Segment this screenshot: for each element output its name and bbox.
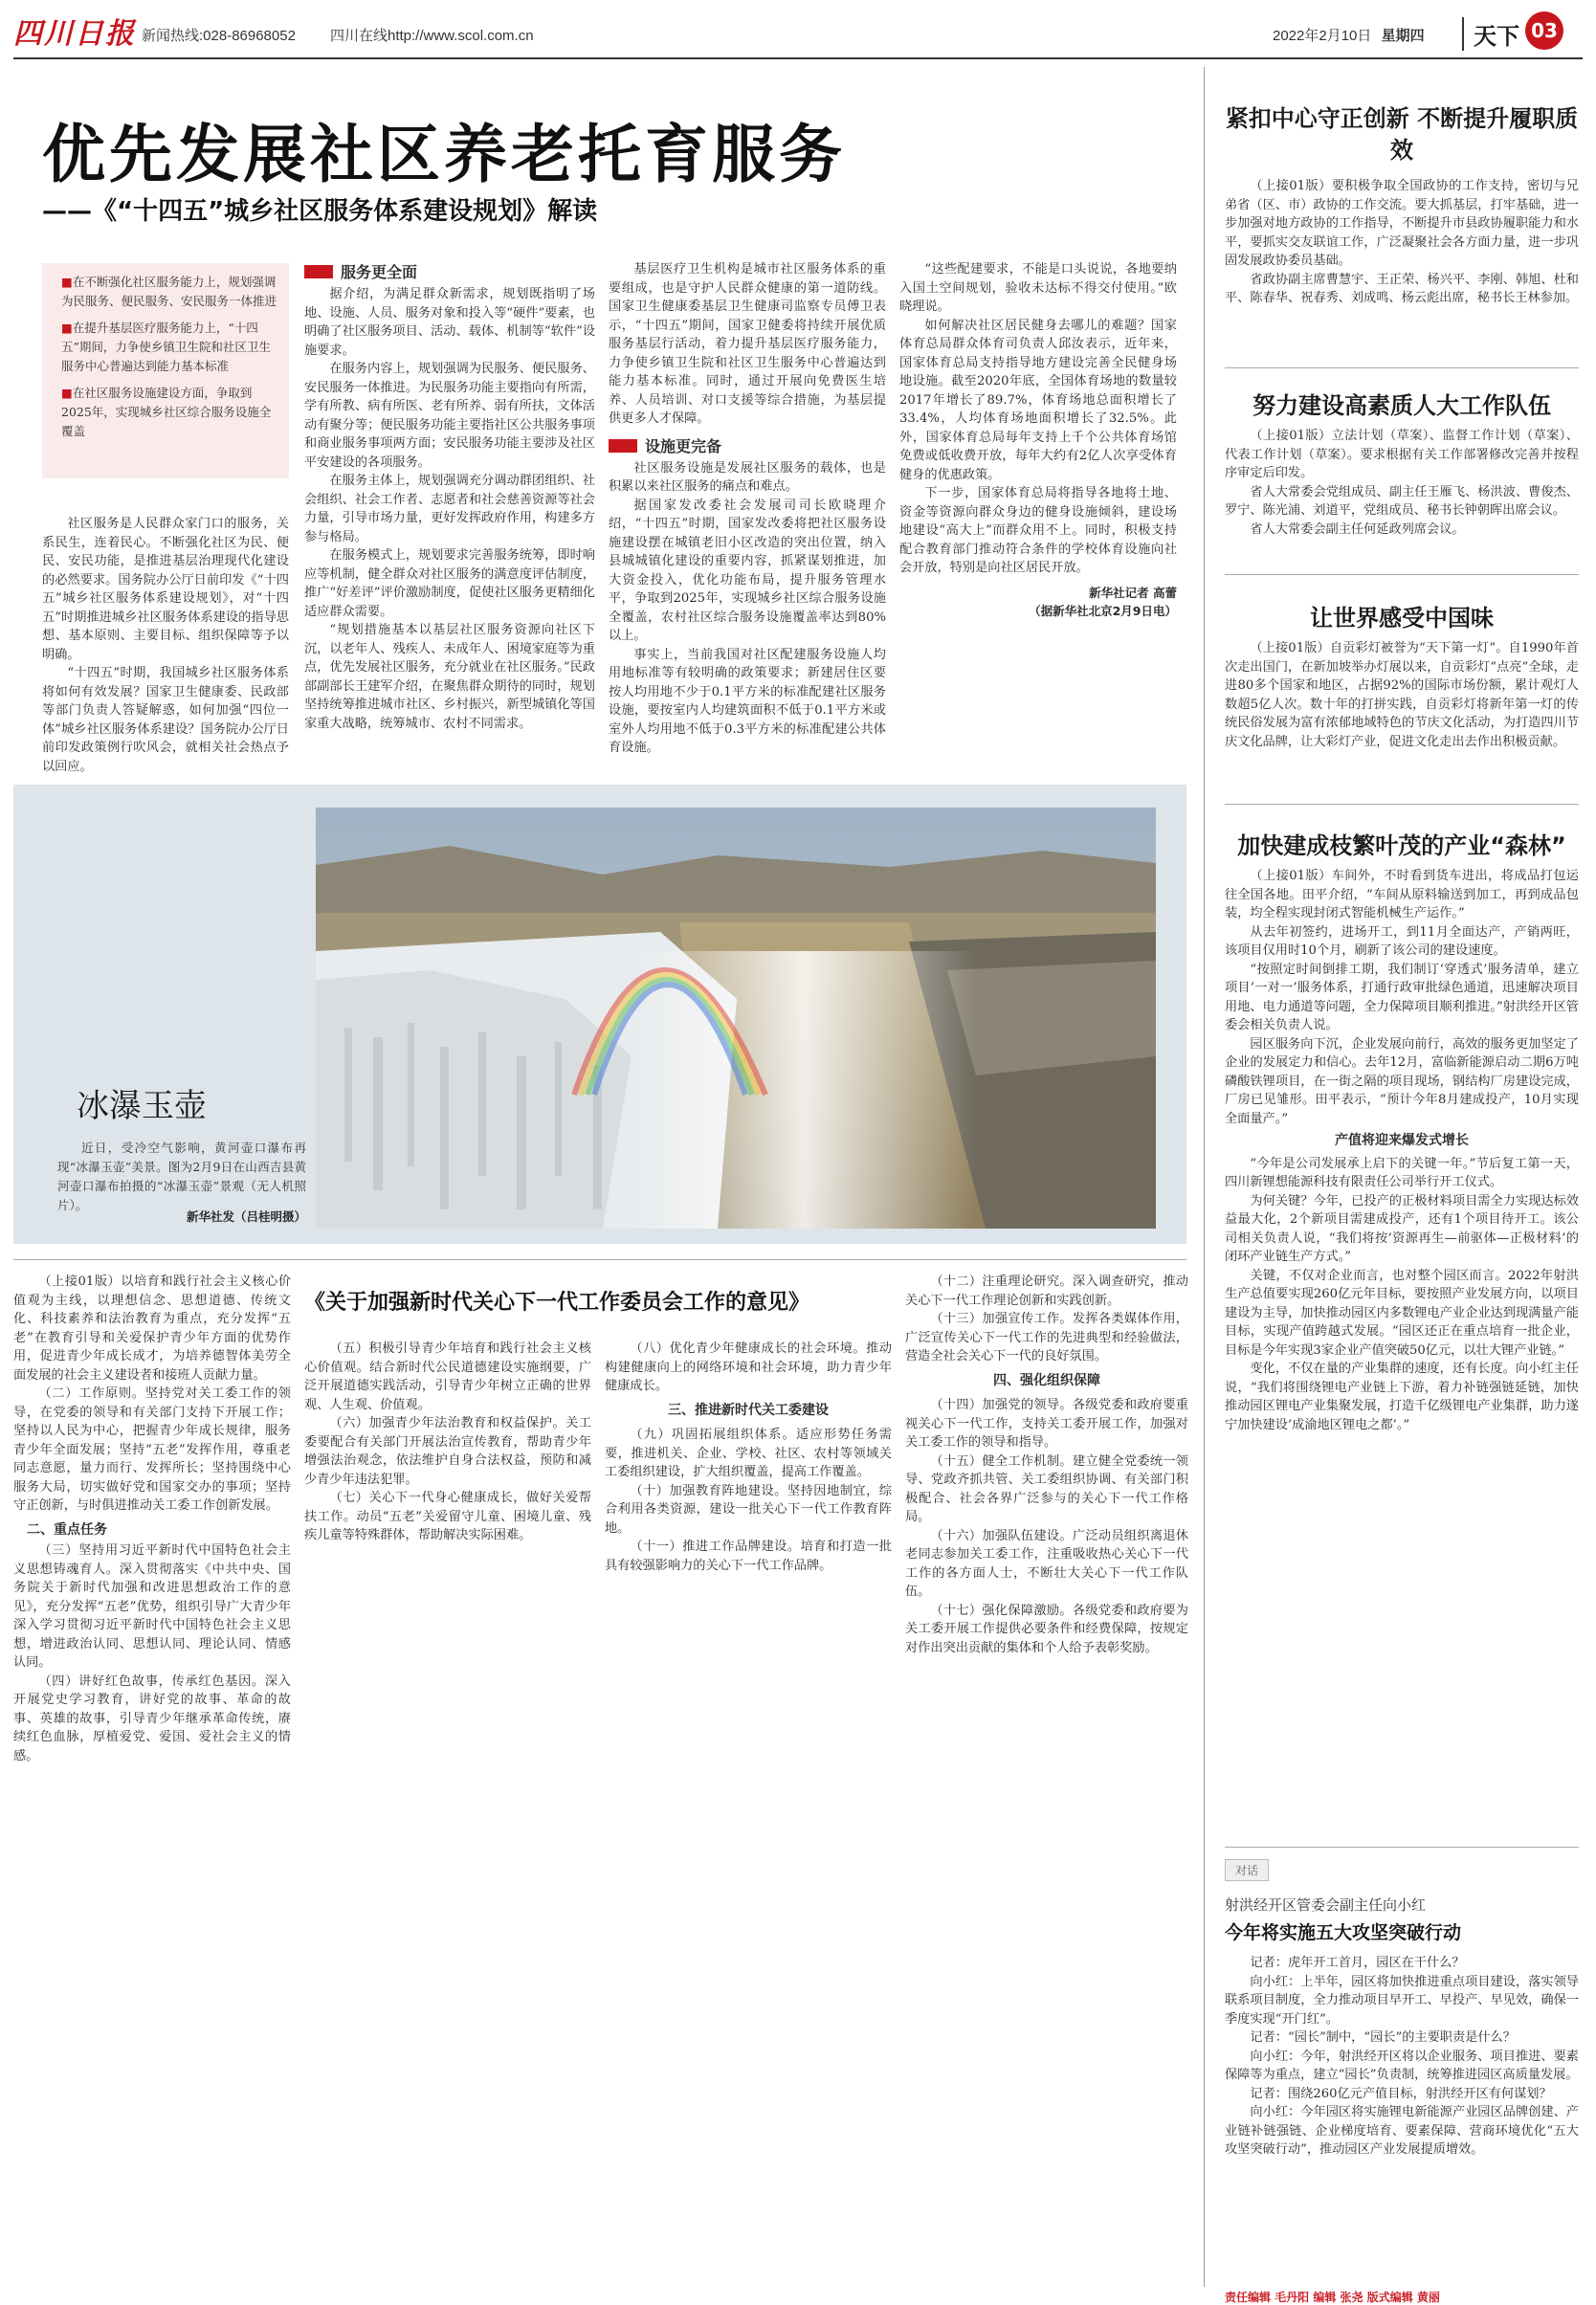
photo-credit: 新华社发（吕桂明摄） [186,1209,306,1224]
summary-box [42,263,289,478]
sidebar-rule [1225,367,1579,368]
sidebar-divider [1204,67,1205,2287]
sidebar-article-body: （上接01版）要积极争取全国政协的工作支持，密切与兄弟省（区、市）政协的工作交流。要大抓基层，打牢基础，进一步加强对地方政协的工作指导，不断提升市县政协履职能力和水平，要抓实交友联谊工作，广泛凝聚社会各方面力量，进一步巩固发展政协委员基础。 省政协副主席曹慧宇、王正荣、杨兴平、李刚、韩旭、杜和平、陈春华、祝春秀、刘成鸣、杨云彪出席，秘书长王林参加。 [1225,179,1579,305]
subheading: 三、推进新时代关工委建设 [668,1402,829,1418]
sidebar-rule [1225,804,1579,805]
lead-title: 优先发展社区养老托育服务 [42,118,846,191]
section-heading: 设施更完备 [645,436,722,455]
summary-item: ■在不断强化社区服务能力上，规划强调为民服务、便民服务、安民服务一体推进 [61,275,277,308]
masthead-logo: 四川日报 [13,17,136,51]
photo-bottom-rule [13,1259,1186,1260]
website: 四川在线http://www.scol.com.cn [330,28,534,44]
issue-date: 2022年2月10日 [1273,28,1372,44]
section-marker [304,265,333,278]
footer-staff: 责任编辑 毛丹阳 编辑 张尧 版式编辑 黄丽 [1225,2291,1440,2304]
subheading: 二、重点任务 [27,1521,107,1538]
dialogue-box: 对话 射洪经开区管委会副主任向小红 今年将实施五大攻坚突破行动 记者：虎年开工首月，园区在干什么？ 向小红：上半年，园区将加快推进重点项目建设，落实领导联系项目制度，全力推动项目早开工、早投产、早见效，确保一季度实现“开门红”。 记者：“园长”制中，“园长”的主要职责是什么？ 向小红：今年，射洪经开区将以企业服务、项目推进、要素保障等为重点，建立“园长”负责制，统筹推进园区高质量发展。 记者：围绕260亿元产值目标，射洪经开区有何谋划？ 向小红：今年园区将实施锂电新能源产业园区品牌创建、产业链补链强链、企业梯度培育、要素保障、营商环境优化“五大攻坚突破行动”，推动园区产业发展提质增效。 [1225,1847,1579,2289]
hotline: 新闻热线:028-86968052 [142,28,296,44]
section-name: 天下 [1462,17,1519,51]
section-marker [609,439,637,453]
sidebar-headline: 让世界感受中国味 [1310,605,1494,632]
dialogue-tag: 对话 [1225,1859,1269,1881]
lead-intro: 社区服务是人民群众家门口的服务，关系民生，连着民心。不断强化社区为民、便民、安民功能，是推进基层治理现代化建设的必然要求。国务院办公厅日前印发《“十四五”城乡社区服务体系建设规划》，对“十四五”时期推进城乡社区服务体系建设的指导思想、基本原则、主要目标、组织保障等予以明确。 “十四五”时期，我国城乡社区服务体系将如何有效发展？国家卫生健康委、民政部等部门负责人答疑解惑，如何加强“四位一体”城乡社区服务体系建设？国务院办公厅日前印发政策例行吹风会，就相关社会热点予以回应。 [42,517,289,774]
sidebar-rule [1225,574,1579,575]
sidebar-headline: 紧扣中心守正创新 不断提升履职质效 [1225,105,1579,164]
sidebar-headline: 努力建设高素质人大工作队伍 [1252,392,1551,419]
section-heading: 服务更全面 [341,263,418,281]
summary-item: ■在社区服务设施建设方面，争取到2025年，实现城乡社区综合服务设施全覆盖 [61,386,272,438]
sidebar-article-body: （上接01版）自贡彩灯被誉为“天下第一灯”。自1990年首次走出国门，在新加坡举办灯展以来，自贡彩灯“点亮”全球，走进80多个国家和地区，占据92%的国际市场份额，累计观灯人数超5亿人次。数十年的打拼实践，自贡彩灯将新年第一灯的传统民俗发展为富有浓郁地域特色的节庆文化活动，为打造四川节庆文化品牌，让大彩灯产业，促进文化走出去作出积极贡献。 [1225,641,1579,749]
opinion-column-4: （十二）注重理论研究。深入调查研究，推动关心下一代工作理论创新和实践创新。 （十三）加强宣传工作。发挥各类媒体作用，广泛宣传关心下一代工作的先进典型和经验做法，营造全社会关心下一代的良好氛围。 四、强化组织保障 （十四）加强党的领导。各级党委和政府要重视关心下一代工作，支持关工委开展工作，加强对关工委工作的领导和指导。 （十五）健全工作机制。建立健全党委统一领导、党政齐抓共管、关工委组织协调、有关部门积极配合、社会各界广泛参与的关心下一代工作格局。 （十六）加强队伍建设。广泛动员组织离退休老同志参加关工委工作，注重吸收热心关心下一代工作的各方面人士，不断壮大关心下一代工作队伍。 （十七）强化保障激励。各级党委和政府要为关工委开展工作提供必要条件和经费保障，按规定对作出突出贡献的集体和个人给予表彰奖励。 [905,1274,1188,1655]
opinion-column-3: （八）优化青少年健康成长的社会环境。推动构建健康向上的网络环境和社会环境，助力青少年健康成长。 三、推进新时代关工委建设 （九）巩固拓展组织体系。适应形势任务需要，推进机关、企业、学校、社区、农村等领域关工委组织建设，扩大组织覆盖，提高工作覆盖。 （十）加强教育阵地建设。坚持因地制宜，综合利用各类资源，建设一批关心下一代工作教育阵地。 （十一）推进工作品牌建设。培育和打造一批具有较强影响力的关心下一代工作品牌。 [605,1341,892,1573]
lead-column-3: 基层医疗卫生机构是城市社区服务体系的重要组成，也是守护人民群众健康的第一道防线。国家卫生健康委基层卫生健康司监察专员傅卫表示，“十四五”期间，国家卫健委将持续开展优质服务基层行活动，着力提升基层医疗服务能力，力争使乡镇卫生院和社区卫生服务中心普遍达到能力基本标准。同时，通过开展向免费医生培养、人员培训、对口支援等综合措施，为基层提供更多人才保障。 设施更完备 社区服务设施是发展社区服务的载体，也是积累以来社区服务的痛点和难点。 据国家发改委社会发展司司长欧晓理介绍，“十四五”时期，国家发改委将把社区服务设施建设摆在城镇老旧小区改造的突出位置，纳入县城城镇化建设的重要内容，抓紧谋划推进，加大资金投入，优化功能布局，提升服务管理水平，争取到2025年，实现城乡社区综合服务设施全覆盖，农村社区综合服务设施覆盖率达到80%以上。 事实上，当前我国对社区配建服务设施人均用地标准等有较明确的政策要求；新建居住区要按人均用地不少于0.1平方米的标准配建社区服务设施，要按室内人均建筑面积不低于0.1平方米或室外人均用地不低于0.3平方米的标准配建公共体育设施。 [609,262,886,755]
byline: 新华社记者 高蕾 [1089,585,1177,600]
photo-title: 冰瀑玉壶 [77,1087,207,1125]
sidebar-article-body: （上接01版）车间外，不时看到货车进出，将成品打包运往全国各地。田平介绍，“车间从原料输送到加工，再到成品包装，均全程实现封闭式智能机械生产运作。” 从去年初签约，进场开工，到11月全面达产，产销两旺，该项目仅用时10个月，刷新了该公司的建设速度。 “按照定时间倒排工期，我们制订‘穿透式’服务清单，建立项目‘一对一’服务体系，打通行政审批绿色通道，迅速解决项目用地、电力通道等问题，全力保障项目顺利推进。”射洪经开区管委会相关负责人说。 园区服务向下沉，企业发展向前行，高效的服务更加坚定了企业的发展定力和信心。去年12月，富临新能源启动二期6万吨磷酸铁锂项目，在一街之隔的项目现场，钢结构厂房建设完成，厂房已见雏形。田平表示，“预计今年8月建成投产，10月实现全面量产。” 产值将迎来爆发式增长 “今年是公司发展承上启下的关键一年。”节后复工第一天，四川新锂想能源科技有限责任公司举行开工仪式。 为何关键？今年，已投产的正极材料项目需全力实现达标效益最大化，2个新项目需建成投产，还有1个项目待开工。该公司相关负责人说，“我们将按‘资源再生—前驱体—正极材料’的闭环产业链生产方式。” 关键，不仅对企业而言，也对整个园区而言。2022年射洪生产总值要实现260亿元年目标，要按照产业发展方向，以项目建设为主导，加快推动园区内多数锂电产业企业达到现满量产能目标，实现产值跨越式发展。“园区还正在重点培育一批企业，目标是今年实现3家企业产值突破50亿元，以壮大锂产业链。” 变化，不仅在量的产业集群的速度，还有长度。向小红主任说，“我们将围绕锂电产业链上下游，着力补链强链延链，加快推动园区锂电产业集聚发展，打造千亿级锂电产业集群，助力遂宁加快建设‘成渝地区锂电之都’。” [1225,869,1579,1432]
summary-item: ■在提升基层医疗服务能力上，“十四五”期间，力争使乡镇卫生院和社区卫生服务中心普遍达到能力基本标准 [61,321,271,373]
subheading: 产值将迎来爆发式增长 [1335,1133,1469,1148]
sidebar-headline: 加快建成枝繁叶茂的产业“森林” [1237,832,1566,859]
lead-column-4: “这些配建要求，不能是口头说说，各地要纳入国土空间规划，验收未达标不得交付使用。”欧晓理说。 如何解决社区居民健身去哪儿的难题？国家体育总局群众体育司负责人邱汝表示，近年来，国家体育总局支持指导地方建设完善全民健身场地设施。截至2020年底，全国体育场地的数量较2017年增长了89.7%，体育场地总面积增长了33.4%，人均体育场地面积增长了32.5%。此外，国家体育总局每年支持上千个公共体育场馆免费或低收费开放，每年大约有2亿人次享受体育健身的优惠政策。 下一步，国家体育总局将指导各地将土地、资金等资源向群众身边的健身设施倾斜，建设场地建设“高大上”而群众用不上。同时，积极支持配合教育部门推动符合条件的学校体育设施向社会开放，特别是向社区居民开放。 新华社记者 高蕾 （据新华社北京2月9日电） [899,260,1177,758]
subheading: 四、强化组织保障 [993,1372,1100,1388]
dateline: （据新华社北京2月9日电） [1029,604,1177,618]
waterfall-photo [316,808,1156,1229]
dialogue-title: 今年将实施五大攻坚突破行动 [1225,1922,1462,1943]
photo-caption: 近日，受冷空气影响，黄河壶口瀑布再现“冰瀑玉壶”美景。图为2月9日在山西吉县黄河壶口瀑布拍摄的“冰瀑玉壶”景观（无人机照片）。 [57,1141,306,1212]
sidebar-article-body: （上接01版）立法计划（草案）、监督工作计划（草案）、代表工作计划（草案）。要求根据有关工作部署修改完善并按程序审定后印发。 省人大常委会党组成员、副主任王雁飞、杨洪波、曹俊杰、罗宁、陈光浦、刘道平，党组成员、秘书长钟朝晖出席会议。 省人大常委会副主任何延政列席会议。 [1225,429,1579,537]
opinion-title: 《关于加强新时代关心下一代工作委员会工作的意见》 [304,1291,810,1315]
opinion-column-2: （五）积极引导青少年培育和践行社会主义核心价值观。结合新时代公民道德建设实施纲要，广泛开展道德实践活动，引导青少年树立正确的世界观、人生观、价值观。 （六）加强青少年法治教育和权益保护。关工委要配合有关部门开展法治宣传教育，帮助青少年增强法治观念，依法维护自身合法权益，预防和减少青少年违法犯罪。 （七）关心下一代身心健康成长，做好关爱帮扶工作。动员“五老”关爱留守儿童、困境儿童、残疾儿童等特殊群体，帮助解决实际困难。 [304,1341,591,1542]
lead-column-2: 服务更全面 据介绍，为满足群众新需求，规划既指明了场地、设施、人员、服务对象和投入等“硬件”要素，也明确了社区服务项目、活动、载体、机制等“软件”设施要求。 在服务内容上，规划强调为民服务、便民服务、安民服务一体推进。为民服务功能主要指向有所需，学有所教、病有所医、老有所养、弱有所扶，文体活动有聚分等；便民服务功能主要指社区公共服务事项和商业服务事项两方面；安民服务功能主要涉及社区平安建设的各项服务。 在服务主体上，规划强调充分调动群团组织、社会组织、社会工作者、志愿者和社会慈善资源等社会力量，引导市场力量，更好发挥政府作用，构建多方参与格局。 在服务模式上，规划要求完善服务统筹，即时响应等机制，健全群众对社区服务的满意度评估制度，推广“好差评”评价激励制度，促使社区服务更精细化适应群众需要。 “规划措施基本以基层社区服务资源向社区下沉，以老年人、残疾人、未成年人、困境家庭等为重点，优先发展社区服务，充分就业在社区服务。”民政部副部长王建军介绍，在聚焦群众期待的同时，规划坚持统筹推进城市社区、乡村振兴，新型城镇化等国家重大战略，统筹城市、农村不同需求。 [304,263,595,731]
issue-weekday: 星期四 [1381,28,1425,44]
page-number-badge: 03 [1525,11,1563,50]
header-rule [13,57,1583,59]
lead-subtitle: ——《“十四五”城乡社区服务体系建设规划》解读 [42,197,598,226]
opinion-column-1: （上接01版）以培育和践行社会主义核心价值观为主线，以理想信念、思想道德、传统文化、科技素养和法治教育为重点，充分发挥“五老”在教育引导和关爱保护青少年方面的优势作用，促进青少年成长成才，为培养德智体美劳全面发展的社会主义建设者和接班人贡献力量。 （二）工作原则。坚持党对关工委工作的领导，在党委的领导和有关部门支持下开展工作；坚持以人民为中心，把握青少年成长规律，服务青少年全面发展；坚持“五老”发挥作用，尊重老同志意愿，量力而行、发挥所长；坚持围绕中心服务大局，切实做好党和国家交办的事项；坚持守正创新，与时俱进推动关工委工作创新发展。 二、重点任务 （三）坚持用习近平新时代中国特色社会主义思想铸魂育人。深入贯彻落实《中共中央、国务院关于新时代加强和改进思想政治工作的意见》，充分发挥“五老”优势，组织引导广大青少年深入学习贯彻习近平新时代中国特色社会主义思想，增进政治认同、思想认同、理论认同、情感认同。 （四）讲好红色故事，传承红色基因。深入开展党史学习教育，讲好党的故事、革命的故事、英雄的故事，引导青少年继承革命传统，赓续红色血脉，厚植爱党、爱国、爱社会主义的情感。 [13,1274,291,1763]
dialogue-kicker: 射洪经开区管委会副主任向小红 [1225,1896,1427,1914]
